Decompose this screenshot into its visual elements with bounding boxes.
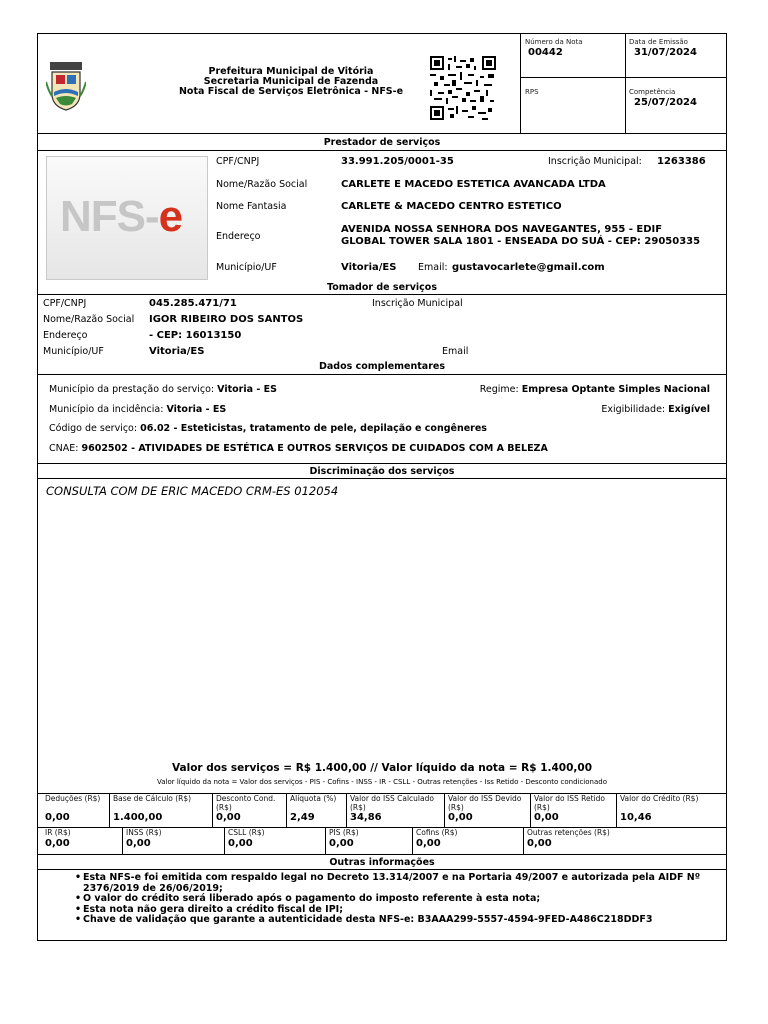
exigibilidade-value: Exigível xyxy=(668,404,710,415)
prestador-section-title: Prestador de serviços xyxy=(323,137,441,148)
outras-retencoes-label: Outras retenções (R$) xyxy=(527,828,610,837)
tomador-razao-label: Nome/Razão Social xyxy=(43,314,135,325)
qr-code-icon xyxy=(430,56,496,120)
aliquota-label: Alíquota (%) xyxy=(290,794,337,803)
complementares-section-title: Dados complementares xyxy=(319,361,445,372)
inss-label: INSS (R$) xyxy=(126,828,162,837)
base-calculo-label: Base de Cálculo (R$) xyxy=(113,794,192,803)
nfse-document xyxy=(37,33,727,941)
emissao-value: 31/07/2024 xyxy=(634,47,697,58)
valor-credito-value: 10,46 xyxy=(620,812,652,823)
coat-of-arms-icon xyxy=(46,62,86,112)
nfse-logo-text: NFS- xyxy=(60,192,159,241)
prestador-email: gustavocarlete@gmail.com xyxy=(452,262,605,273)
tomador-endereco-label: Endereço xyxy=(43,330,88,341)
outras-info-list xyxy=(75,873,720,926)
tomador-email-label: Email xyxy=(442,346,469,357)
valor-credito-label: Valor do Crédito (R$) xyxy=(620,794,699,803)
prestador-municipio: Vitoria/ES xyxy=(341,262,397,273)
numero-value: 00442 xyxy=(528,47,563,58)
prestador-endereco xyxy=(341,224,700,248)
prestador-municipio-label: Município/UF xyxy=(216,262,277,273)
prestador-fantasia: CARLETE & MACEDO CENTRO ESTETICO xyxy=(341,201,562,212)
deducoes-label: Deduções (R$) xyxy=(45,794,101,803)
valor-total-line: Valor dos serviços = R$ 1.400,00 // Valor líquido da nota = R$ 1.400,00 xyxy=(171,762,593,774)
header-title xyxy=(126,67,456,97)
cnae-label: CNAE: xyxy=(49,443,79,454)
prestacao-row xyxy=(49,384,277,395)
csll-label: CSLL (R$) xyxy=(228,828,265,837)
desconto-cond-value: 0,00 xyxy=(216,812,241,823)
prestador-cnpj: 33.991.205/0001-35 xyxy=(341,156,454,167)
rps-label: RPS xyxy=(525,88,539,96)
exigibilidade-row xyxy=(601,404,710,415)
prestacao-label: Município da prestação do serviço: xyxy=(49,384,215,395)
iss-devido-label: Valor do ISS Devido (R$) xyxy=(448,794,522,812)
cofins-label: Cofins (R$) xyxy=(416,828,458,837)
outras-section-title: Outras informações xyxy=(329,857,435,868)
info-item: • Esta nota não gera direito a crédito fiscal de IPI; xyxy=(75,905,720,916)
competencia-label: Competência xyxy=(629,88,676,96)
cnae-row xyxy=(49,443,548,454)
tomador-cnpj: 045.285.471/71 xyxy=(149,298,237,309)
codigo-servico-row xyxy=(49,423,487,434)
info-item: • Chave de validação que garante a autenticidade desta NFS-e: B3AAA299-5557-4594-9FED-A486C218DDF3 xyxy=(75,915,720,926)
pis-value: 0,00 xyxy=(329,838,354,849)
regime-label: Regime: xyxy=(479,384,519,395)
inss-value: 0,00 xyxy=(126,838,151,849)
prestador-im: 1263386 xyxy=(657,156,706,167)
nfse-logo-e: e xyxy=(158,192,183,241)
exigibilidade-label: Exigibilidade: xyxy=(601,404,666,415)
prestador-endereco-label: Endereço xyxy=(216,231,261,242)
prestador-endereco-line-2: GLOBAL TOWER SALA 1801 - ENSEADA DO SUÁ - CEP: 29050335 xyxy=(341,236,701,247)
prestador-im-label: Inscrição Municipal: xyxy=(548,156,642,167)
regime-row xyxy=(480,384,710,395)
prestador-razao: CARLETE E MACEDO ESTETICA AVANCADA LTDA xyxy=(341,179,606,190)
prestador-fantasia-label: Nome Fantasia xyxy=(216,201,287,212)
nfse-logo xyxy=(46,156,208,280)
incidencia-label: Município da incidência: xyxy=(49,404,164,415)
tomador-municipio-label: Município/UF xyxy=(43,346,104,357)
prestador-cnpj-label: CPF/CNPJ xyxy=(216,156,260,167)
tomador-section-title: Tomador de serviços xyxy=(327,282,437,293)
deducoes-value: 0,00 xyxy=(45,812,70,823)
aliquota-value: 2,49 xyxy=(290,812,315,823)
prestador-endereco-line-1: AVENIDA NOSSA SENHORA DOS NAVEGANTES, 955 - EDIF xyxy=(341,224,663,235)
iss-retido-label: Valor do ISS Retido (R$) xyxy=(534,794,605,812)
tomador-municipio: Vitoria/ES xyxy=(149,346,205,357)
incidencia-row xyxy=(49,404,226,415)
csll-value: 0,00 xyxy=(228,838,253,849)
emissao-label: Data de Emissão xyxy=(629,38,688,46)
tomador-razao: IGOR RIBEIRO DOS SANTOS xyxy=(149,314,304,325)
prestacao-value: Vitoria - ES xyxy=(217,384,277,395)
ir-value: 0,00 xyxy=(45,838,70,849)
numero-label: Número da Nota xyxy=(525,38,583,46)
base-calculo-value: 1.400,00 xyxy=(113,812,163,823)
tomador-cnpj-label: CPF/CNPJ xyxy=(43,298,87,309)
incidencia-value: Vitoria - ES xyxy=(166,404,227,415)
tomador-im-label: Inscrição Municipal xyxy=(372,298,463,309)
header-line-3: Nota Fiscal de Serviços Eletrônica - NFS-e xyxy=(178,86,404,97)
discriminacao-section-title: Discriminação dos serviços xyxy=(309,466,455,477)
cnae-value: 9602502 - ATIVIDADES DE ESTÉTICA E OUTROS SERVIÇOS DE CUIDADOS COM A BELEZA xyxy=(81,443,548,454)
codigo-servico-label: Código de serviço: xyxy=(49,423,138,434)
competencia-value: 25/07/2024 xyxy=(634,97,697,108)
iss-calculado-value: 34,86 xyxy=(350,812,382,823)
info-item: • O valor do crédito será liberado após o pagamento do imposto referente à esta nota; xyxy=(75,894,720,905)
valor-formula: Valor líquido da nota = Valor dos serviços - PIS - Cofins - INSS - IR - CSLL - Outras retenções - Iss Retido - Desconto condicionado xyxy=(156,778,607,786)
outras-retencoes-value: 0,00 xyxy=(527,838,552,849)
header-line-2: Secretaria Municipal de Fazenda xyxy=(203,76,379,87)
prestador-razao-label: Nome/Razão Social xyxy=(216,179,308,190)
iss-retido-value: 0,00 xyxy=(534,812,559,823)
regime-value: Empresa Optante Simples Nacional xyxy=(521,384,710,395)
iss-calculado-label: Valor do ISS Calculado (R$) xyxy=(350,794,434,812)
tomador-endereco: - CEP: 16013150 xyxy=(149,330,242,341)
codigo-servico-value: 06.02 - Esteticistas, tratamento de pele, depilação e congêneres xyxy=(140,423,487,434)
iss-devido-value: 0,00 xyxy=(448,812,473,823)
header-line-1: Prefeitura Municipal de Vitória xyxy=(208,66,374,77)
pis-label: PIS (R$) xyxy=(329,828,359,837)
info-item: • Esta NFS-e foi emitida com respaldo legal no Decreto 13.314/2007 e na Portaria 49/2007 e autorizada pela AIDF Nº 2376/2019 de 26/06/2019; xyxy=(75,873,720,894)
desconto-cond-label: Desconto Cond. (R$) xyxy=(216,794,276,812)
ir-label: IR (R$) xyxy=(45,828,71,837)
prestador-email-label: Email: xyxy=(418,262,448,273)
discriminacao-text: CONSULTA COM DE ERIC MACEDO CRM-ES 012054 xyxy=(46,484,339,498)
cofins-value: 0,00 xyxy=(416,838,441,849)
